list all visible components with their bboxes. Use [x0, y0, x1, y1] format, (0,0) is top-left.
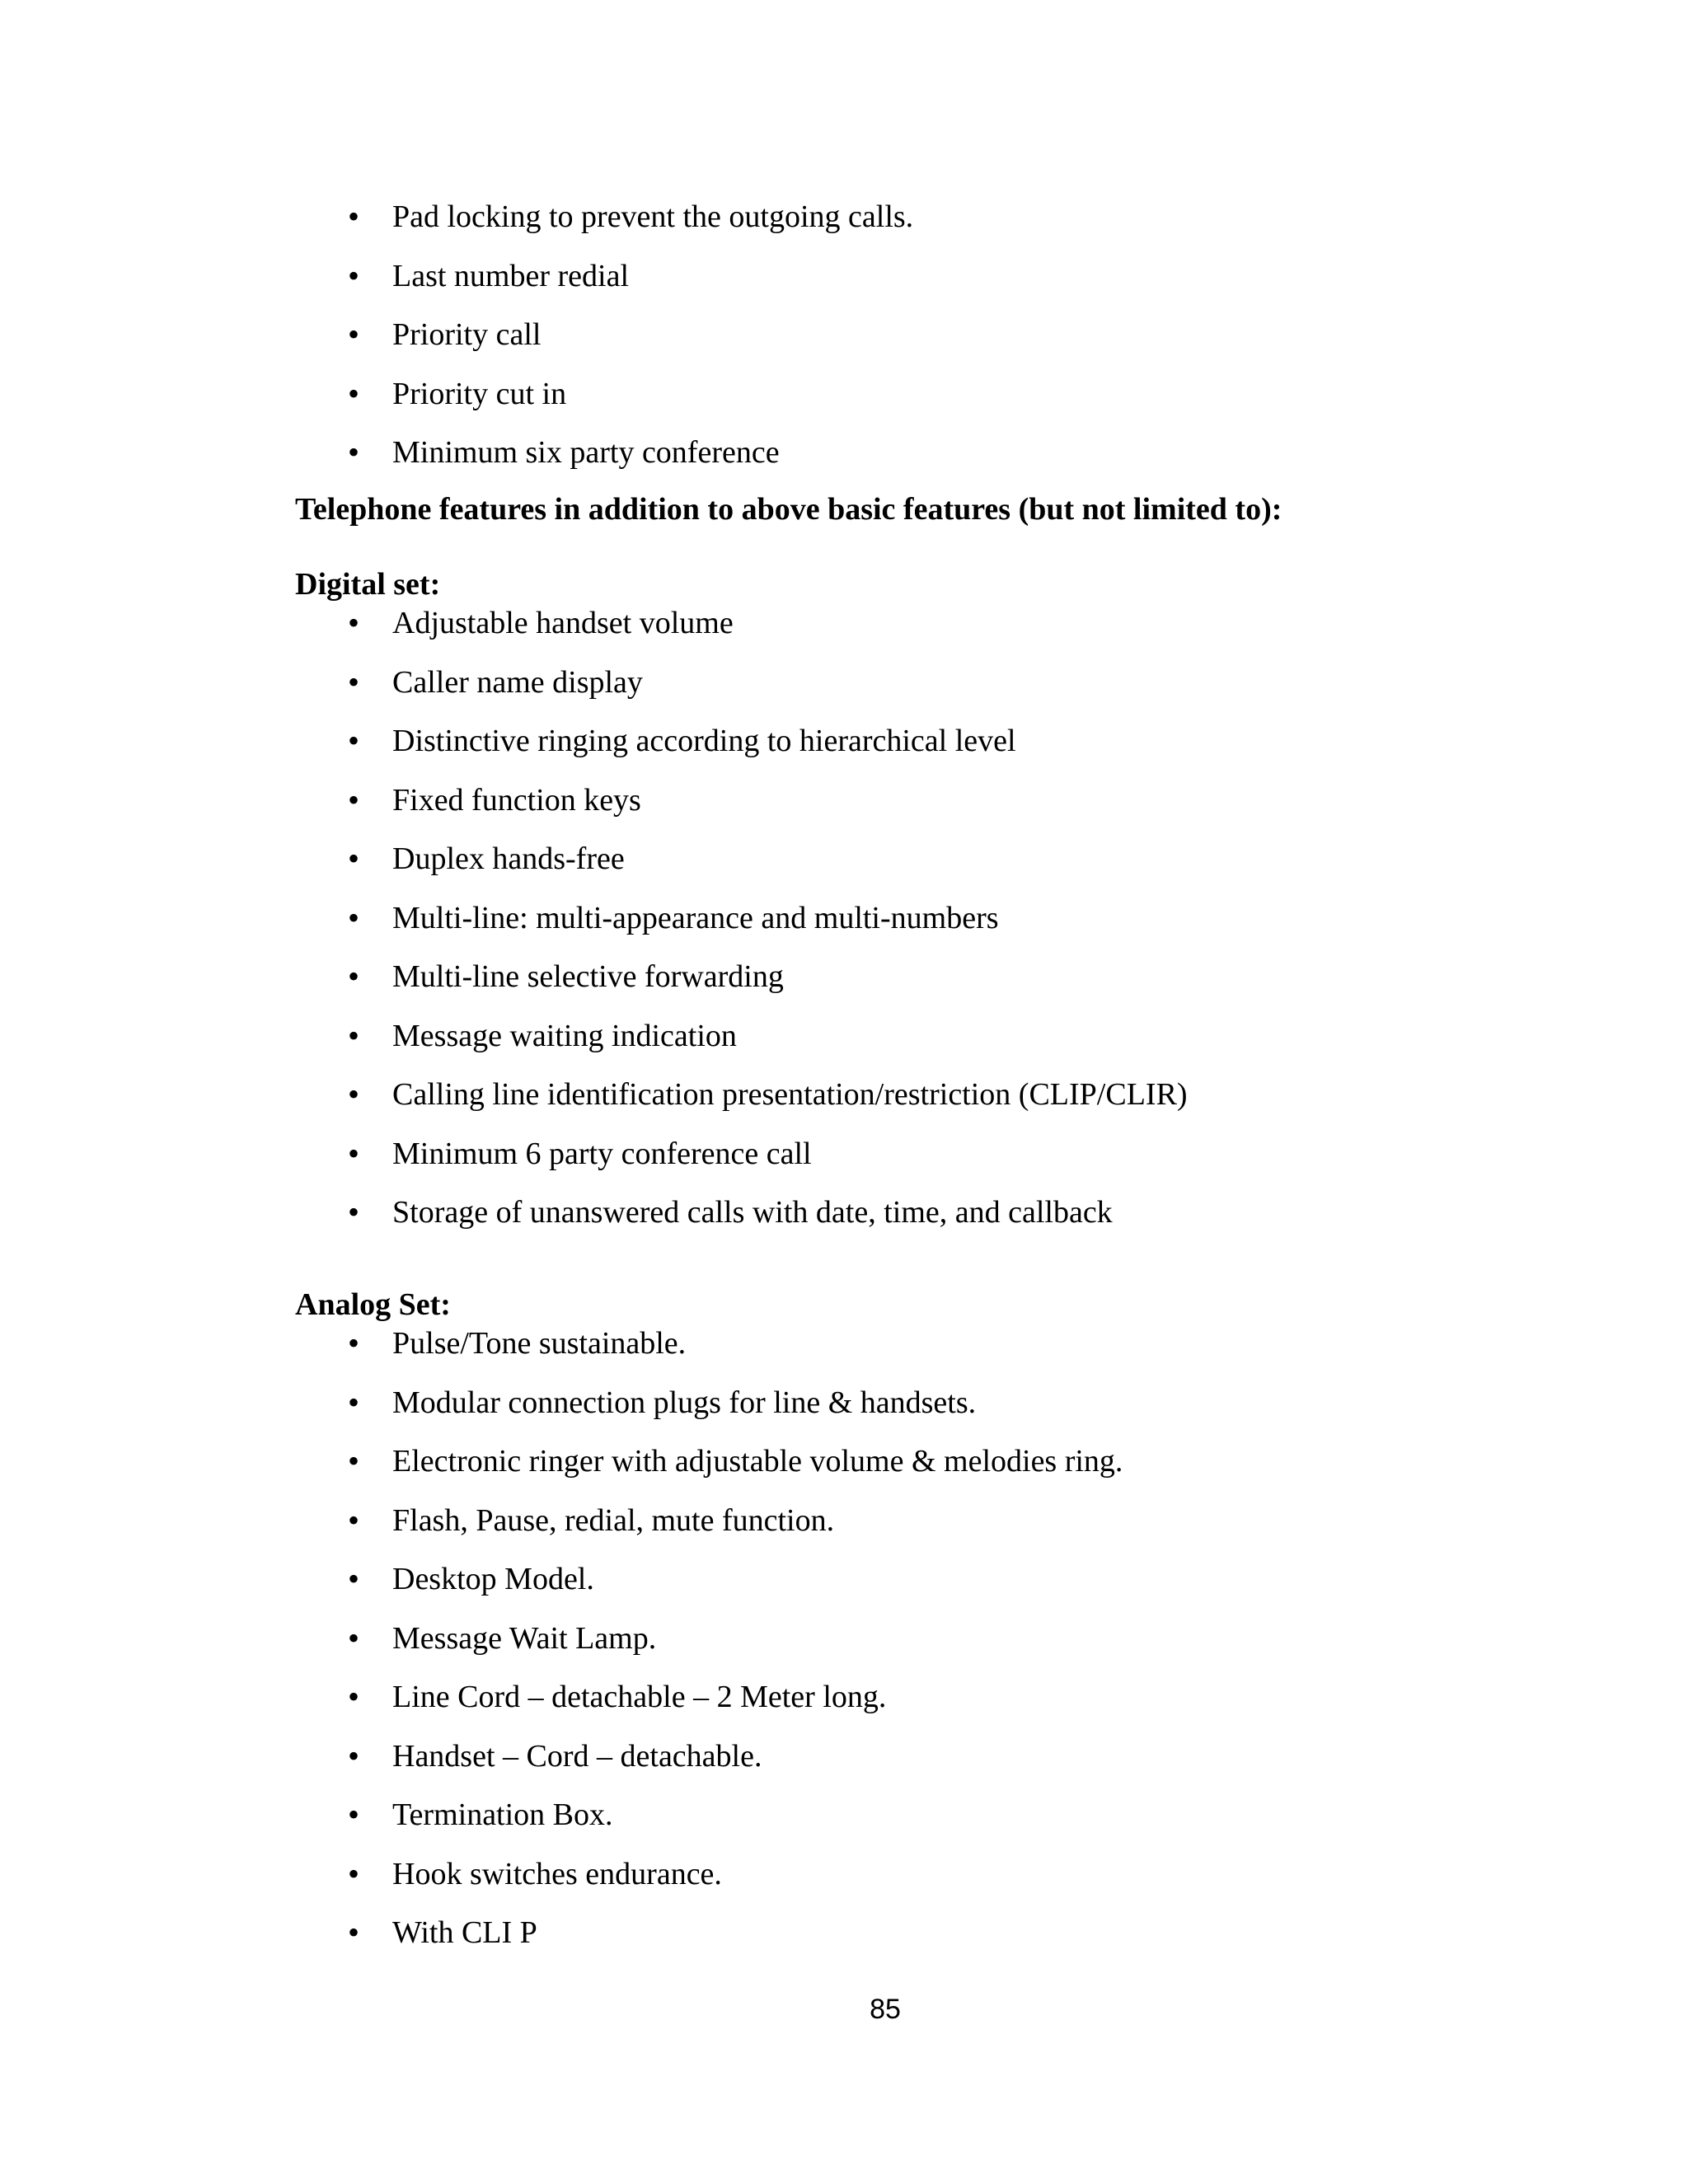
bullet: •	[348, 1678, 360, 1715]
list-item-text: Adjustable handset volume	[392, 606, 734, 640]
list-item-text: Multi-line: multi-appearance and multi-numbers	[392, 900, 999, 935]
analog-set-heading: Analog Set:	[295, 1287, 451, 1322]
bullet: •	[348, 434, 360, 471]
bullet: •	[348, 1796, 360, 1833]
list-item-text: Termination Box.	[392, 1797, 613, 1832]
bullet: •	[348, 1134, 360, 1172]
bullet: •	[348, 256, 360, 294]
list-item-text: Duplex hands-free	[392, 841, 625, 876]
list-item-text: Message Wait Lamp.	[392, 1620, 657, 1656]
list-item-text: Pulse/Tone sustainable.	[392, 1326, 687, 1361]
bullet: •	[348, 1560, 360, 1597]
bullet: •	[348, 1501, 360, 1539]
list-item-text: Electronic ringer with adjustable volume & melodies ring.	[392, 1444, 1123, 1479]
bullet: •	[348, 604, 360, 641]
list-item-text: Priority call	[392, 317, 542, 352]
list-item-text: Caller name display	[392, 664, 643, 700]
bullet: •	[348, 374, 360, 412]
list-item-text: Fixed function keys	[392, 782, 641, 818]
bullet: •	[348, 722, 360, 759]
bullet: •	[348, 1736, 360, 1774]
bullet: •	[348, 198, 360, 235]
list-item-text: Last number redial	[392, 258, 630, 293]
bullet: •	[348, 898, 360, 936]
list-item-text: Handset – Cord – detachable.	[392, 1738, 762, 1774]
page-number: 85	[870, 1994, 901, 2025]
list-item-text: Priority cut in	[392, 376, 567, 411]
bullet: •	[348, 1016, 360, 1054]
bullet: •	[348, 780, 360, 818]
bullet: •	[348, 1619, 360, 1657]
list-item-text: Minimum 6 party conference call	[392, 1136, 812, 1171]
bullet: •	[348, 1914, 360, 1951]
list-item-text: Modular connection plugs for line & handsets.	[392, 1385, 977, 1420]
bullet: •	[348, 840, 360, 877]
list-item-text: Hook switches endurance.	[392, 1856, 722, 1891]
bullet: •	[348, 316, 360, 353]
bullet: •	[348, 663, 360, 701]
list-item-text: Flash, Pause, redial, mute function.	[392, 1502, 835, 1538]
list-item-text: Distinctive ringing according to hierarchical level	[392, 724, 1016, 758]
list-item-text: With CLI P	[392, 1915, 537, 1950]
list-item-text: Pad locking to prevent the outgoing calls.	[392, 199, 914, 234]
bullet: •	[348, 958, 360, 995]
bullet: •	[348, 1324, 360, 1361]
list-item-text: Message waiting indication	[392, 1018, 737, 1053]
list-item-text: Desktop Model.	[392, 1562, 594, 1596]
list-item-text: Calling line identification presentation/restriction (CLIP/CLIR)	[392, 1077, 1188, 1112]
list-item-text: Multi-line selective forwarding	[392, 959, 784, 994]
list-item-text: Line Cord – detachable – 2 Meter long.	[392, 1680, 887, 1714]
telephone-features-heading: Telephone features in addition to above basic features (but not limited to):	[295, 492, 1282, 527]
list-item-text: Storage of unanswered calls with date, time, and callback	[392, 1195, 1113, 1230]
bullet: •	[348, 1193, 360, 1230]
digital-set-heading: Digital set:	[295, 567, 441, 602]
bullet: •	[348, 1383, 360, 1421]
bullet: •	[348, 1854, 360, 1892]
list-item-text: Minimum six party conference	[392, 435, 780, 470]
bullet: •	[348, 1076, 360, 1113]
bullet: •	[348, 1442, 360, 1479]
